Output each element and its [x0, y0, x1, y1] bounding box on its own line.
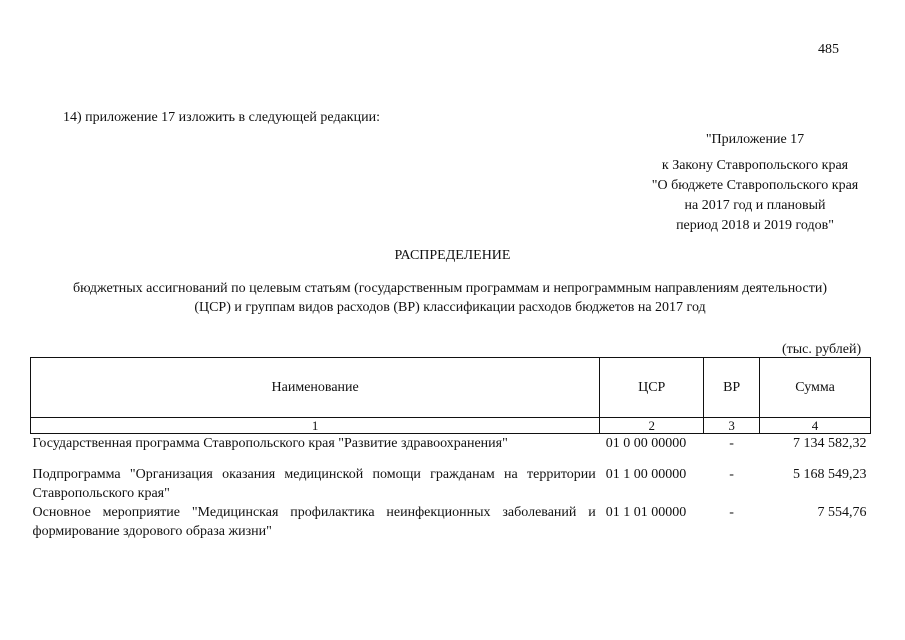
column-number: 2 [600, 418, 704, 434]
instruction-text: 14) приложение 17 изложить в следующей редакции: [63, 110, 380, 125]
column-number: 3 [704, 418, 760, 434]
header-name: Наименование [31, 358, 600, 418]
row-csr: 01 0 00 00000 [605, 436, 687, 451]
header-csr: ЦСР [600, 358, 704, 418]
row-name: Основное мероприятие "Медицинская профилактика неинфекционных заболеваний и формирование здорового образа жизни" [32, 505, 596, 539]
row-vr: - [729, 467, 734, 482]
document-title: РАСПРЕДЕЛЕНИЕ [394, 248, 511, 263]
row-vr: - [729, 505, 734, 520]
row-csr: 01 1 01 00000 [605, 505, 687, 520]
appendix-line: к Закону Ставропольского края [661, 158, 849, 173]
document-subtitle [20, 279, 880, 317]
appendix-line: "Приложение 17 [705, 132, 805, 147]
page-number: 485 [818, 42, 839, 57]
table-row [31, 503, 871, 541]
row-name: Государственная программа Ставропольского края "Развитие здравоохранения" [32, 436, 508, 451]
header-vr: ВР [704, 358, 760, 418]
subtitle-line: (ЦСР) и группам видов расходов (ВР) классификации расходов бюджетов на 2017 год [194, 300, 706, 315]
appendix-line: "О бюджете Ставропольского края [651, 178, 859, 193]
row-csr: 01 1 00 00000 [605, 467, 687, 482]
row-sum: 7 554,76 [817, 505, 867, 520]
table-header-row [31, 358, 871, 418]
row-sum: 7 134 582,32 [793, 436, 867, 451]
column-number-row [31, 418, 871, 434]
units-label: (тыс. рублей) [782, 342, 862, 357]
column-number: 4 [760, 418, 871, 434]
row-sum: 5 168 549,23 [793, 467, 867, 482]
table-row [31, 465, 871, 503]
subtitle-line: бюджетных ассигнований по целевым статьям (государственным программам и непрограммным направлениям деятельности) [72, 281, 828, 296]
appendix-line: на 2017 год и плановый [684, 198, 826, 213]
table-row [31, 434, 871, 454]
header-sum: Сумма [760, 358, 871, 418]
budget-table [30, 357, 871, 541]
column-number: 1 [31, 418, 600, 434]
row-vr: - [729, 436, 734, 451]
row-name: Подпрограмма "Организация оказания медицинской помощи гражданам на территории Ставропольского края" [32, 467, 596, 501]
appendix-line: период 2018 и 2019 годов" [676, 218, 834, 233]
appendix-reference [630, 130, 880, 236]
